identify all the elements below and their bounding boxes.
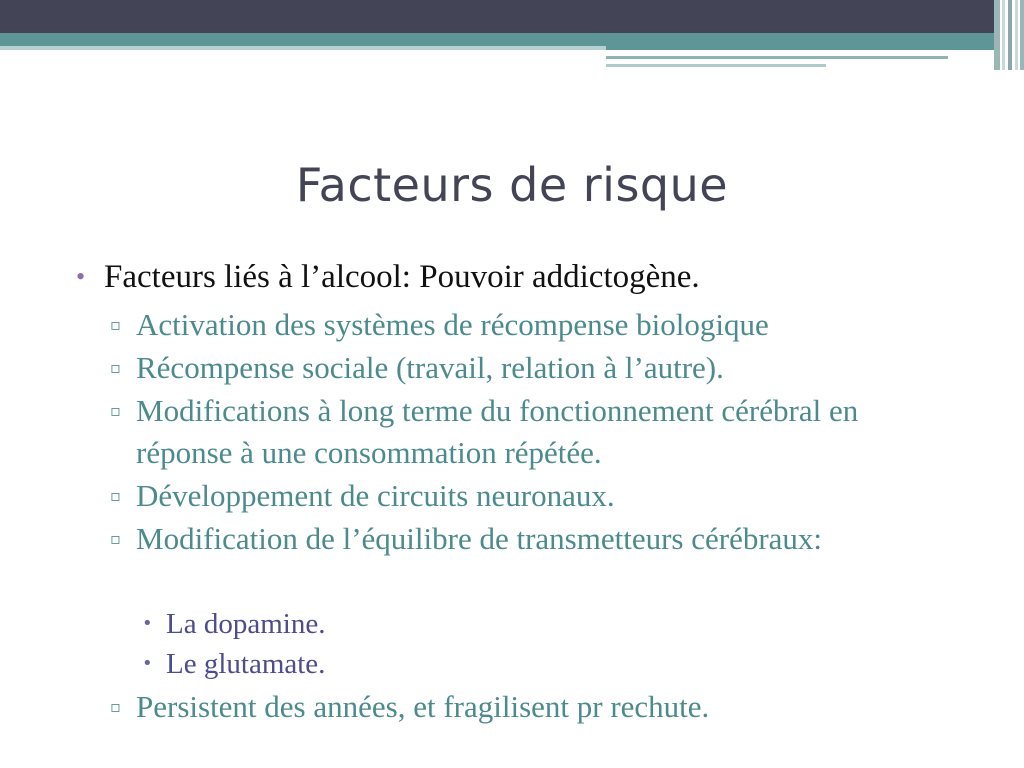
header-line bbox=[606, 56, 948, 59]
header-vertical-stripe bbox=[994, 0, 1000, 70]
sub-sub-bullet-text: La dopamine. bbox=[166, 608, 326, 640]
sub-bullet-text: Persistent des années, et fragilisent pr rechute. bbox=[136, 689, 710, 724]
square-bullet-icon: ▫ bbox=[110, 358, 121, 377]
header-band-light bbox=[0, 46, 606, 50]
header-band-dark bbox=[0, 0, 994, 33]
square-bullet-icon: ▫ bbox=[110, 315, 121, 334]
sub-bullet-text: Développement de circuits neuronaux. bbox=[136, 478, 615, 513]
dot-bullet-icon: • bbox=[142, 613, 153, 634]
header-vertical-stripe bbox=[1020, 0, 1024, 70]
header-vertical-stripe bbox=[1015, 0, 1018, 70]
square-bullet-icon: ▫ bbox=[110, 529, 121, 548]
sub-bullet-text: Modifications à long terme du fonctionnement cérébral en réponse à une consommation répétée. bbox=[136, 393, 859, 470]
header-vertical-stripe bbox=[1002, 0, 1005, 70]
header-line-short bbox=[606, 64, 826, 67]
bullet-dot-icon: • bbox=[76, 262, 86, 291]
square-bullet-icon: ▫ bbox=[110, 486, 121, 505]
header-band-teal bbox=[0, 33, 994, 46]
square-bullet-icon: ▫ bbox=[110, 401, 121, 420]
sub-bullet-text: Modification de l’équilibre de transmetteurs cérébraux: bbox=[136, 521, 823, 556]
dot-bullet-icon: • bbox=[142, 653, 153, 674]
header-band-right bbox=[606, 46, 994, 50]
sub-bullet-text: Récompense sociale (travail, relation à l’autre). bbox=[136, 350, 724, 385]
bullet-text: Facteurs liés à l’alcool: Pouvoir addictogène. bbox=[104, 259, 700, 295]
sub-bullet-text: Activation des systèmes de récompense biologique bbox=[136, 307, 769, 342]
header-vertical-stripe bbox=[1008, 0, 1012, 70]
sub-sub-bullet-text: Le glutamate. bbox=[166, 648, 326, 680]
slide-title: Facteurs de risque bbox=[295, 158, 729, 212]
square-bullet-icon: ▫ bbox=[110, 697, 121, 716]
